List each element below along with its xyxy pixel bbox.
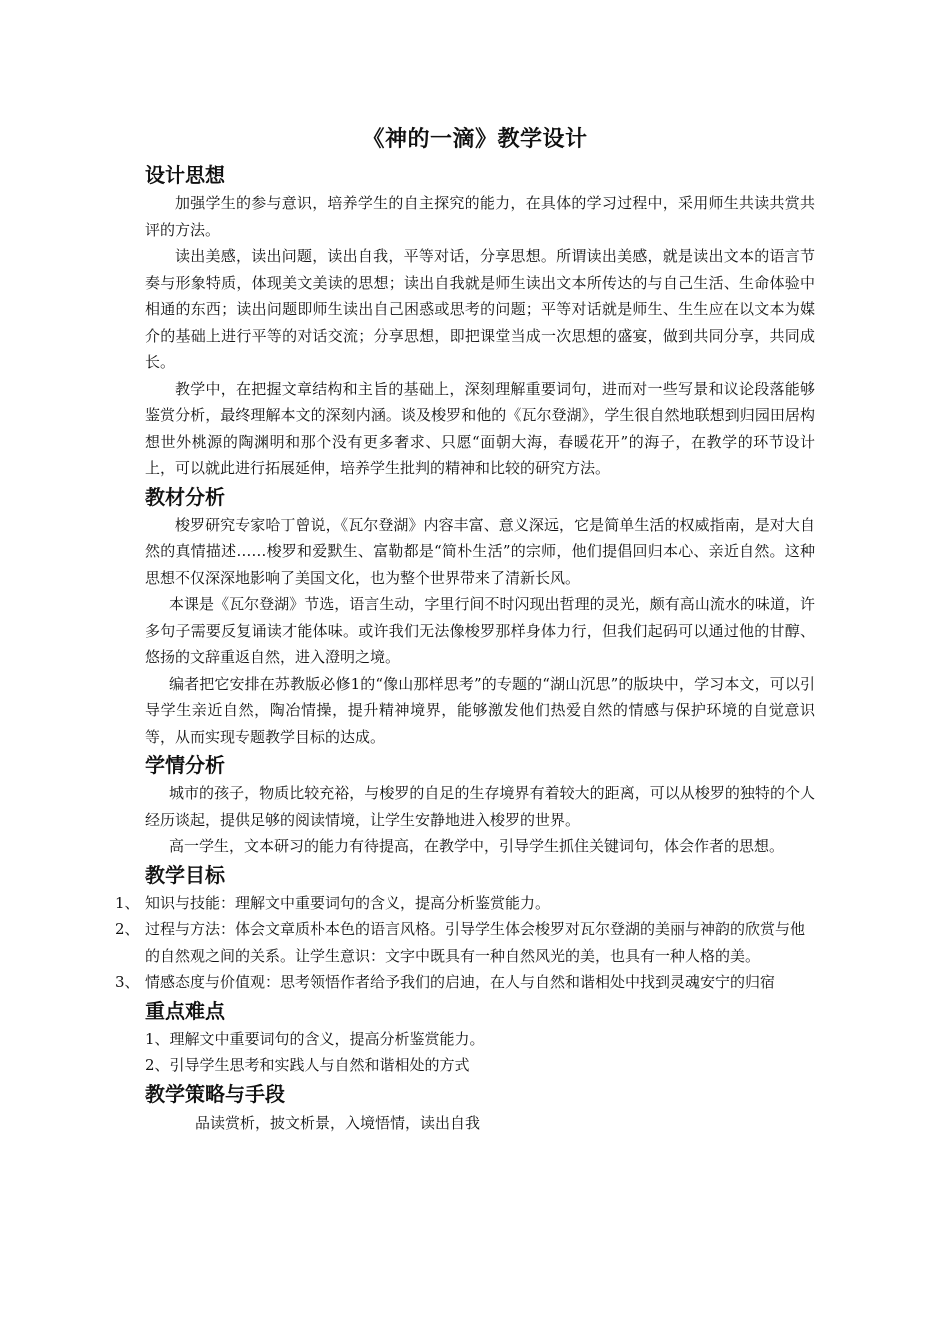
paragraph: 本课是《瓦尔登湖》节选，语言生动，字里行间不时闪现出哲理的灵光，颇有高山流水的味道，许多句子需要反复诵读才能体味。或许我们无法像梭罗那样身体力行，但我们起码可以通过他的甘醇、悠扬的文辞重返自然，进入澄明之境。 [145, 595, 815, 666]
list-item [115, 969, 815, 996]
section-heading: 重点难点 [145, 998, 225, 1023]
paragraph: 教学中，在把握文章结构和主旨的基础上，深刻理解重要词句，进而对一些写景和议论段落能够鉴赏分析，最终理解本文的深刻内涵。谈及梭罗和他的《瓦尔登湖》，学生很自然地联想到归园田居构想世外桃源的陶渊明和那个没有更多奢求、只愿“面朝大海，春暖花开”的海子，在教学的环节设计上，可以就此进行拓展延伸，培养学生批判的精神和比较的研究方法。 [145, 379, 815, 477]
paragraph: 编者把它安排在苏教版必修1的“像山那样思考”的专题的“湖山沉思”的版块中，学习本文，可以引导学生亲近自然，陶冶情操，提升精神境界，能够激发他们热爱自然的情感与保护环境的自觉意识等，从而实现专题教学目标的达成。 [145, 674, 815, 746]
section-student-analysis [145, 750, 815, 860]
section-material-analysis [145, 482, 815, 751]
list-item-text: 过程与方法：体会文章质朴本色的语言风格。引导学生体会梭罗对瓦尔登湖的美丽与神韵的欣赏与他的自然观之间的关系。让学生意识：文字中既具有一种自然风光的美，也具有一种人格的美。 [145, 920, 806, 965]
list-item-text: 知识与技能：理解文中重要词句的含义，提高分析鉴赏能力。 [145, 893, 551, 912]
list-item-number: 3、 [115, 973, 140, 991]
paragraph: 读出美感，读出问题，读出自我，平等对话，分享思想。所谓读出美感，就是读出文本的语言节奏与形象特质，体现美文美读的思想；读出自我就是师生读出文本所传达的与自己生活、生命体验中相通的东西；读出问题即师生读出自己困惑或思考的问题；平等对话就是师生、生生应在以文本为媒介的基础上进行平等的对话交流；分享思想，即把课堂当成一次思想的盛宴，做到共同分享，共同成长。 [145, 247, 815, 371]
section-objectives [115, 860, 815, 996]
section-key-points [145, 996, 815, 1079]
section-heading: 教学策略与手段 [145, 1081, 285, 1106]
document-title: 《神的一滴》教学设计 [362, 126, 588, 152]
list-item [115, 916, 815, 969]
paragraph: 高一学生，文本研习的能力有待提高，在教学中，引导学生抓住关键词句，体会作者的思想。 [169, 837, 785, 855]
list-item-number: 2、 [115, 920, 140, 938]
section-design-idea [145, 160, 815, 482]
paragraph: 城市的孩子，物质比较充裕，与梭罗的自足的生存境界有着较大的距离，可以从梭罗的独特的个人经历谈起，提供足够的阅读情境，让学生安静地进入梭罗的世界。 [145, 784, 815, 829]
list-item-text: 情感态度与价值观：思考领悟作者给予我们的启迪，在人与自然和谐相处中找到灵魂安宁的归宿 [145, 973, 776, 991]
document-body [115, 160, 815, 1137]
key-point-line: 2、引导学生思考和实践人与自然和谐相处的方式 [145, 1056, 470, 1074]
strategy-text: 品读赏析，披文析景，入境悟情，读出自我 [195, 1113, 481, 1132]
list-item-number: 1、 [115, 893, 140, 912]
paragraph: 加强学生的参与意识，培养学生的自主探究的能力，在具体的学习过程中，采用师生共读共赏共评的方法。 [145, 194, 815, 239]
key-point-line: 1、理解文中重要词句的含义，提高分析鉴赏能力。 [145, 1029, 485, 1048]
section-heading: 教材分析 [145, 484, 225, 509]
list-item [115, 890, 815, 917]
section-heading: 学情分析 [145, 753, 225, 777]
section-heading: 教学目标 [145, 862, 225, 887]
paragraph: 梭罗研究专家哈丁曾说，《瓦尔登湖》内容丰富、意义深远，它是简单生活的权威指南，是对大自然的真情描述……梭罗和爱默生、富勒都是“简朴生活”的宗师，他们提倡回归本心、亲近自然。这种思想不仅深深地影响了美国文化，也为整个世界带来了清新长风。 [145, 515, 815, 587]
section-strategy [145, 1079, 815, 1137]
section-heading: 设计思想 [145, 163, 225, 187]
